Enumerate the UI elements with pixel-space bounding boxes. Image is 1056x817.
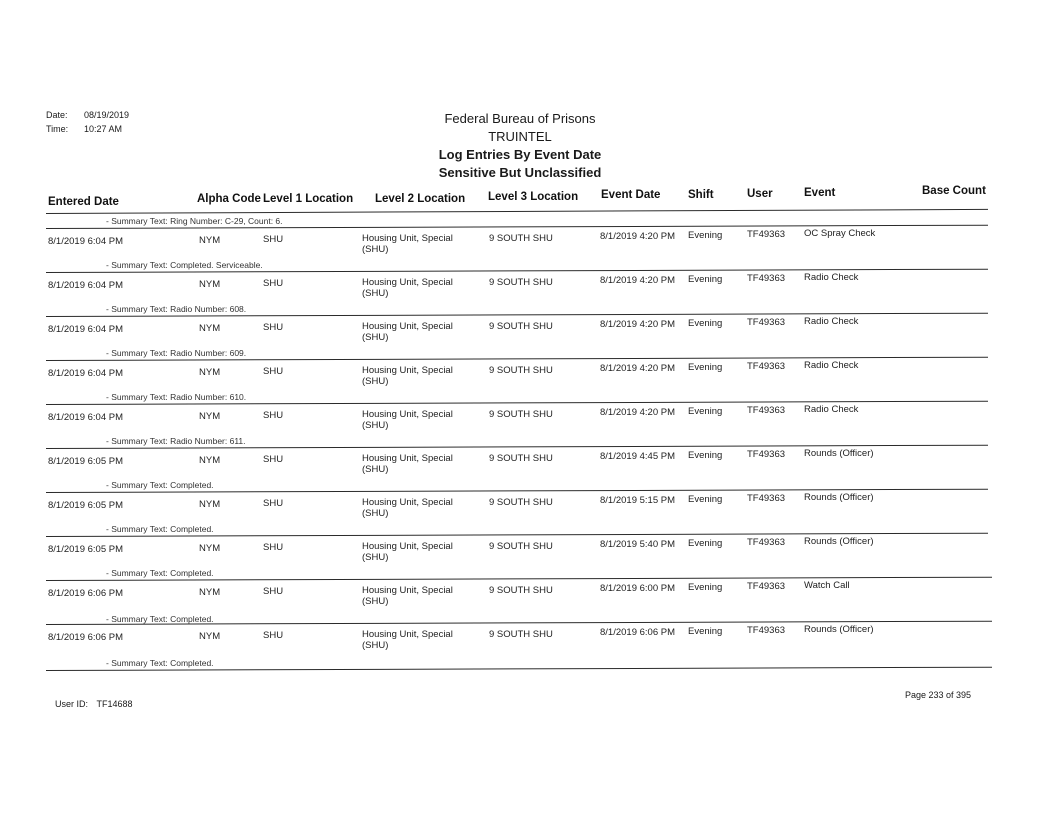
shift-cell: Evening: [688, 230, 723, 241]
user-cell: TF49363: [747, 273, 786, 284]
event-date-cell: 8/1/2019 4:20 PM: [600, 231, 675, 242]
entered-date-cell: 8/1/2019 6:04 PM: [48, 324, 123, 335]
entered-date-cell: 8/1/2019 6:04 PM: [48, 236, 123, 247]
alpha-code-cell: NYM: [199, 455, 221, 466]
level2-cell: Housing Unit, Special (SHU): [362, 585, 453, 607]
alpha-code-cell: NYM: [199, 587, 221, 598]
event-date-cell: 8/1/2019 4:20 PM: [600, 363, 675, 374]
level3-cell: 9 SOUTH SHU: [489, 497, 553, 508]
shift-cell: Evening: [688, 582, 723, 593]
level1-cell: SHU: [263, 542, 284, 553]
user-cell: TF49363: [747, 493, 786, 504]
time-value: 10:27 AM: [84, 124, 123, 134]
summary-text: - Summary Text: Radio Number: 609.: [106, 348, 247, 358]
alpha-code-cell: NYM: [199, 499, 221, 510]
time-label: Time:: [46, 124, 69, 134]
level3-cell: 9 SOUTH SHU: [489, 365, 553, 376]
event-date-cell: 8/1/2019 4:45 PM: [600, 451, 675, 462]
level1-cell: SHU: [263, 454, 284, 465]
user-id-value: TF14688: [96, 699, 133, 709]
report-name: Log Entries By Event Date: [438, 147, 602, 162]
entered-date-cell: 8/1/2019 6:04 PM: [48, 368, 123, 379]
alpha-code-cell: NYM: [199, 543, 221, 554]
level3-cell: 9 SOUTH SHU: [489, 233, 553, 244]
footer-user-id: [55, 699, 133, 709]
entered-date-cell: 8/1/2019 6:05 PM: [48, 456, 123, 467]
event-cell: Radio Check: [804, 316, 859, 327]
event-date-cell: 8/1/2019 4:20 PM: [600, 407, 675, 418]
shift-cell: Evening: [688, 450, 723, 461]
alpha-code-cell: NYM: [199, 235, 221, 246]
level2-cell: Housing Unit, Special (SHU): [362, 497, 453, 519]
user-cell: TF49363: [747, 625, 786, 636]
col-entered-date: Entered Date: [48, 196, 119, 208]
user-cell: TF49363: [747, 361, 786, 372]
date-label: Date:: [46, 110, 68, 120]
col-level1: Level 1 Location: [263, 193, 354, 205]
alpha-code-cell: NYM: [199, 367, 221, 378]
alpha-code-cell: NYM: [199, 323, 221, 334]
col-level3: Level 3 Location: [488, 191, 579, 203]
event-cell: Rounds (Officer): [804, 448, 874, 459]
entered-date-cell: 8/1/2019 6:06 PM: [48, 588, 123, 599]
event-date-cell: 8/1/2019 4:20 PM: [600, 319, 675, 330]
level1-cell: SHU: [263, 322, 284, 333]
event-cell: Rounds (Officer): [804, 536, 874, 547]
level1-cell: SHU: [263, 366, 284, 377]
level2-cell: Housing Unit, Special (SHU): [362, 629, 453, 651]
alpha-code-cell: NYM: [199, 631, 221, 642]
shift-cell: Evening: [688, 406, 723, 417]
report-time: [46, 124, 122, 134]
level3-cell: 9 SOUTH SHU: [489, 453, 553, 464]
summary-text: - Summary Text: Radio Number: 611.: [106, 436, 246, 446]
report-date: [46, 110, 129, 120]
level1-cell: SHU: [263, 498, 284, 509]
summary-text: - Summary Text: Completed. Serviceable.: [106, 260, 263, 270]
event-cell: Rounds (Officer): [804, 624, 874, 635]
col-level2: Level 2 Location: [375, 193, 466, 205]
col-user: User: [747, 188, 773, 200]
event-date-cell: 8/1/2019 5:15 PM: [600, 495, 675, 506]
event-cell: Radio Check: [804, 272, 859, 283]
col-event-date: Event Date: [601, 189, 661, 201]
summary-text: - Summary Text: Completed.: [106, 658, 214, 668]
user-cell: TF49363: [747, 537, 786, 548]
org-name: Federal Bureau of Prisons: [444, 111, 596, 126]
shift-cell: Evening: [688, 362, 723, 373]
shift-cell: Evening: [688, 626, 723, 637]
user-cell: TF49363: [747, 405, 786, 416]
alpha-code-cell: NYM: [199, 279, 221, 290]
event-cell: OC Spray Check: [804, 228, 876, 239]
summary-text: - Summary Text: Ring Number: C-29, Count: 6.: [106, 216, 283, 226]
user-cell: TF49363: [747, 449, 786, 460]
user-cell: TF49363: [747, 581, 786, 592]
shift-cell: Evening: [688, 274, 723, 285]
report-title-block: [380, 110, 660, 182]
event-cell: Radio Check: [804, 404, 859, 415]
event-cell: Rounds (Officer): [804, 492, 874, 503]
user-id-label: User ID:: [55, 699, 89, 709]
level2-cell: Housing Unit, Special (SHU): [362, 453, 453, 475]
shift-cell: Evening: [688, 494, 723, 505]
level3-cell: 9 SOUTH SHU: [489, 321, 553, 332]
level3-cell: 9 SOUTH SHU: [489, 585, 553, 596]
level3-cell: 9 SOUTH SHU: [489, 277, 553, 288]
level1-cell: SHU: [263, 234, 284, 245]
level2-cell: Housing Unit, Special (SHU): [362, 365, 453, 387]
level1-cell: SHU: [263, 586, 284, 597]
col-base-count: Base Count: [922, 185, 986, 197]
summary-text: - Summary Text: Radio Number: 610.: [106, 392, 247, 402]
level3-cell: 9 SOUTH SHU: [489, 541, 553, 552]
entered-date-cell: 8/1/2019 6:06 PM: [48, 632, 123, 643]
event-cell: Watch Call: [804, 580, 850, 591]
col-shift: Shift: [688, 189, 714, 201]
entered-date-cell: 8/1/2019 6:04 PM: [48, 280, 123, 291]
col-alpha-code: Alpha Code: [197, 193, 261, 205]
header-rule: [46, 209, 988, 214]
summary-text: - Summary Text: Completed.: [106, 614, 214, 624]
page-number: Page 233 of 395: [905, 690, 972, 700]
col-event: Event: [804, 187, 836, 199]
event-date-cell: 8/1/2019 6:00 PM: [600, 583, 675, 594]
entered-date-cell: 8/1/2019 6:05 PM: [48, 500, 123, 511]
level2-cell: Housing Unit, Special (SHU): [362, 541, 453, 563]
user-cell: TF49363: [747, 317, 786, 328]
system-name: TRUINTEL: [488, 129, 552, 144]
level2-cell: Housing Unit, Special (SHU): [362, 233, 453, 255]
shift-cell: Evening: [688, 318, 723, 329]
event-date-cell: 8/1/2019 4:20 PM: [600, 275, 675, 286]
level1-cell: SHU: [263, 278, 284, 289]
user-cell: TF49363: [747, 229, 786, 240]
event-date-cell: 8/1/2019 5:40 PM: [600, 539, 675, 550]
level1-cell: SHU: [263, 630, 284, 641]
alpha-code-cell: NYM: [199, 411, 221, 422]
summary-text: - Summary Text: Completed.: [106, 568, 214, 578]
date-value: 08/19/2019: [84, 110, 130, 120]
level1-cell: SHU: [263, 410, 284, 421]
summary-text: - Summary Text: Radio Number: 608.: [106, 304, 247, 314]
level3-cell: 9 SOUTH SHU: [489, 409, 553, 420]
level2-cell: Housing Unit, Special (SHU): [362, 409, 453, 431]
summary-text: - Summary Text: Completed.: [106, 480, 214, 490]
entered-date-cell: 8/1/2019 6:04 PM: [48, 412, 123, 423]
entered-date-cell: 8/1/2019 6:05 PM: [48, 544, 123, 555]
shift-cell: Evening: [688, 538, 723, 549]
classification: Sensitive But Unclassified: [438, 165, 602, 180]
event-date-cell: 8/1/2019 6:06 PM: [600, 627, 675, 638]
summary-text: - Summary Text: Completed.: [106, 524, 214, 534]
level2-cell: Housing Unit, Special (SHU): [362, 321, 453, 343]
level3-cell: 9 SOUTH SHU: [489, 629, 553, 640]
level2-cell: Housing Unit, Special (SHU): [362, 277, 453, 299]
event-cell: Radio Check: [804, 360, 859, 371]
